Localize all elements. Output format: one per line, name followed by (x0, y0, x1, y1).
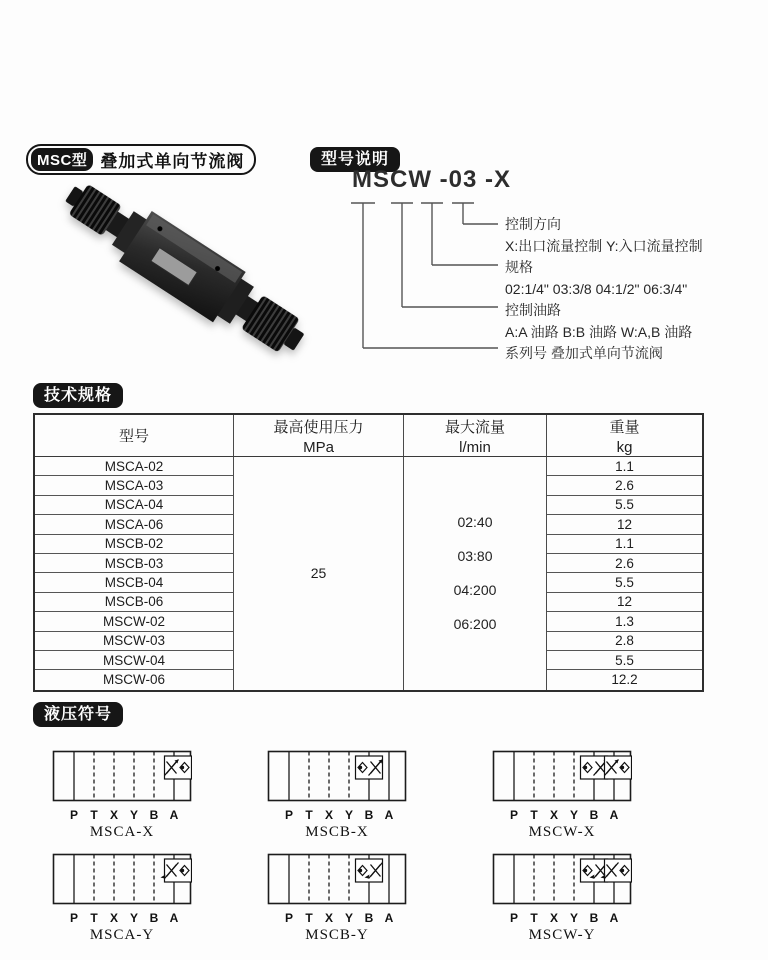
port-label-T: T (305, 808, 313, 822)
col-header-unit: l/min (459, 438, 491, 456)
port-label-B: B (364, 911, 374, 925)
spec-row-weight: 2.8 (547, 632, 702, 651)
spec-row-weight: 1.3 (547, 612, 702, 631)
section-heading-symbols: 液压符号 (33, 702, 123, 727)
port-label-P: P (509, 911, 518, 925)
port-label-T: T (90, 808, 98, 822)
symbol-drawing (492, 853, 632, 906)
col-header-model (35, 415, 234, 457)
port-label-B: B (364, 808, 374, 822)
spec-row-weight: 2.6 (547, 554, 702, 573)
col-header-title: 最高使用压力 (273, 418, 364, 436)
callout-line: 控制油路 (505, 302, 561, 318)
spec-row-weight: 1.1 (547, 535, 702, 554)
port-label-P: P (69, 911, 78, 925)
flow-value: 04:200 (453, 582, 497, 599)
spec-row-model: MSCW-04 (35, 651, 234, 670)
spec-row-weight: 5.5 (547, 573, 702, 592)
spec-row-weight: 5.5 (547, 651, 702, 670)
port-label-A: A (169, 808, 179, 822)
spec-row-model: MSCA-02 (35, 457, 234, 476)
symbol-drawing (52, 750, 192, 803)
port-label-Y: Y (344, 911, 353, 925)
symbol-diagram-MSCB-X (267, 750, 417, 842)
symbol-diagram-MSCB-Y (267, 853, 417, 945)
callout-line: 02:1/4" 03:3/8 04:1/2" 06:3/4" (505, 280, 688, 297)
spec-row-weight: 12 (547, 515, 702, 534)
page-title (26, 144, 256, 175)
model-code: MSCW -03 -X (352, 166, 512, 193)
spec-row-model: MSCA-03 (35, 476, 234, 495)
spec-row-weight: 12 (547, 593, 702, 612)
spec-row-model: MSCW-03 (35, 632, 234, 651)
col-header-title: 型号 (118, 428, 149, 445)
port-label-P: P (284, 808, 293, 822)
spec-row-model: MSCB-02 (35, 535, 234, 554)
port-label-Y: Y (129, 911, 138, 925)
symbol-drawing (267, 750, 407, 803)
spec-row-model: MSCB-06 (35, 593, 234, 612)
symbol-diagram-MSCW-Y (492, 853, 642, 945)
port-label-T: T (530, 808, 538, 822)
callout-line: 控制方向 (505, 216, 561, 232)
callout-connector-lines (340, 195, 520, 365)
symbol-drawing (52, 853, 192, 906)
flow-value: 02:40 (457, 514, 493, 531)
port-label-A: A (609, 911, 619, 925)
spec-row-weight: 2.6 (547, 476, 702, 495)
port-label-Y: Y (129, 808, 138, 822)
col-header-weight (547, 415, 702, 457)
col-header-flow (404, 415, 547, 457)
port-labels (52, 911, 192, 926)
port-label-B: B (589, 911, 599, 925)
port-label-X: X (109, 911, 118, 925)
port-label-T: T (90, 911, 98, 925)
port-label-P: P (284, 911, 293, 925)
port-label-X: X (324, 808, 333, 822)
spec-row-model: MSCA-04 (35, 496, 234, 515)
symbol-caption: MSCA-X (89, 824, 155, 840)
symbol-caption: MSCW-X (528, 824, 596, 840)
section-heading-specs: 技术规格 (33, 383, 123, 408)
symbol-caption: MSCW-Y (528, 927, 596, 943)
spec-row-weight: 12.2 (611, 672, 638, 688)
model-callouts (505, 214, 703, 365)
flow-value: 03:80 (457, 548, 493, 565)
symbol-diagram-MSCA-X (52, 750, 202, 842)
port-label-X: X (109, 808, 118, 822)
port-label-X: X (324, 911, 333, 925)
port-label-Y: Y (569, 808, 578, 822)
spec-table (33, 413, 704, 692)
port-label-P: P (69, 808, 78, 822)
flow-value: 06:200 (453, 616, 497, 633)
page-title-text: 叠加式单向节流阀 (100, 152, 245, 171)
port-labels (267, 808, 407, 823)
port-label-A: A (384, 808, 394, 822)
pressure-merged-cell: 25 (234, 457, 404, 690)
flow-cell (404, 457, 547, 690)
callout-line: A:A 油路 B:B 油路 W:A,B 油路 (505, 323, 693, 340)
symbol-diagram-MSCW-X (492, 750, 642, 842)
col-header-pressure (234, 415, 404, 457)
port-label-X: X (549, 808, 558, 822)
port-label-Y: Y (569, 911, 578, 925)
port-label-B: B (589, 808, 599, 822)
port-labels (267, 911, 407, 926)
symbol-caption: MSCB-X (305, 824, 369, 840)
spec-row-model: MSCW-06 (35, 670, 234, 689)
callout-line: 系列号 叠加式单向节流阀 (505, 345, 663, 361)
port-label-P: P (509, 808, 518, 822)
port-label-T: T (530, 911, 538, 925)
symbol-diagram-MSCA-Y (52, 853, 202, 945)
col-header-unit: MPa (303, 438, 334, 456)
callout-line: X:出口流量控制 Y:入口流量控制 (505, 237, 703, 254)
spec-row-weight: 5.5 (547, 496, 702, 515)
col-header-unit: kg (616, 438, 633, 456)
port-label-X: X (549, 911, 558, 925)
col-header-title: 最大流量 (444, 418, 505, 436)
series-badge: MSC型 (31, 148, 93, 171)
port-labels (52, 808, 192, 823)
product-photo (30, 180, 330, 370)
port-label-A: A (609, 808, 619, 822)
symbol-drawing (492, 750, 632, 803)
spec-row-model: MSCA-06 (35, 515, 234, 534)
section-heading-model: 型号说明 (310, 147, 400, 172)
spec-row-model: MSCB-03 (35, 554, 234, 573)
port-label-A: A (384, 911, 394, 925)
symbol-caption: MSCA-Y (89, 927, 155, 943)
port-label-Y: Y (344, 808, 353, 822)
col-header-title: 重量 (609, 418, 640, 436)
port-label-A: A (169, 911, 179, 925)
valve-assembly (54, 168, 316, 367)
symbol-caption: MSCB-Y (305, 927, 369, 943)
port-label-T: T (305, 911, 313, 925)
port-labels (492, 911, 632, 926)
spec-row-model: MSCW-02 (35, 612, 234, 631)
port-labels (492, 808, 632, 823)
port-label-B: B (149, 911, 159, 925)
port-label-B: B (149, 808, 159, 822)
spec-row-weight: 1.1 (547, 457, 702, 476)
callout-line: 规格 (505, 259, 533, 275)
spec-row-model: MSCB-04 (35, 573, 234, 592)
symbol-drawing (267, 853, 407, 906)
